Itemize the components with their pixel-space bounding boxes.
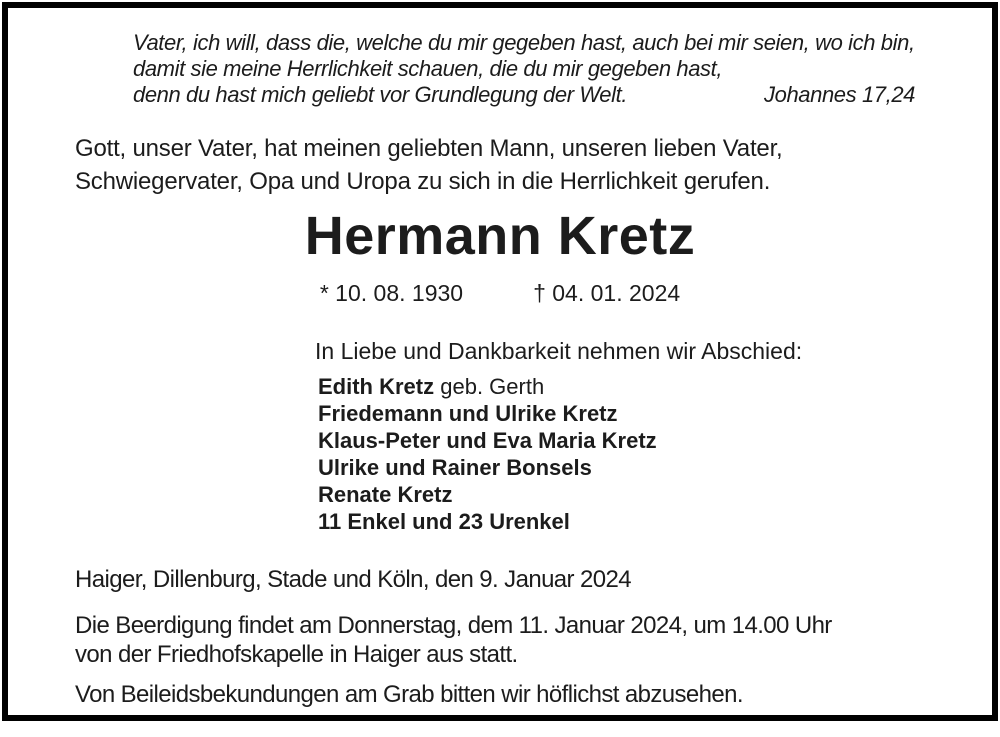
mourner-row	[318, 508, 992, 535]
scripture-quote-line2: damit sie meine Herrlichkeit schauen, die du mir gegeben hast,	[133, 56, 723, 81]
mourner-name: Edith Kretz	[318, 374, 435, 399]
funeral-info-line2: von der Friedhofskapelle in Haiger aus statt.	[75, 641, 518, 668]
mourners-list	[318, 373, 992, 535]
scripture-quote-line3-row	[133, 82, 915, 108]
scripture-quote-line1: Vater, ich will, dass die, welche du mir gegeben hast, auch bei mir seien, wo ich bin,	[133, 30, 915, 55]
mourner-name: Renate Kretz	[318, 482, 453, 507]
place-and-date-line: Haiger, Dillenburg, Stade und Köln, den 9. Januar 2024	[75, 566, 632, 593]
birth-date: * 10. 08. 1930	[319, 280, 464, 306]
funeral-information	[75, 611, 992, 669]
mourner-row	[318, 454, 992, 481]
notice-border-frame	[2, 2, 998, 721]
farewell-intro: In Liebe und Dankbarkeit nehmen wir Abschied:	[315, 338, 803, 364]
mourner-name: 11 Enkel und 23 Urenkel	[318, 509, 570, 534]
notice-content	[8, 30, 992, 737]
condolence-note: Von Beileidsbekundungen am Grab bitten wir höflichst abzusehen.	[75, 681, 743, 708]
mourner-row	[318, 373, 992, 400]
death-announcement-text: Gott, unser Vater, hat meinen geliebten Mann, unseren lieben Vater, Schwiegervater, Opa und Uropa zu sich in die Herrlichkeit gerufen.	[75, 135, 783, 195]
funeral-info-line1: Die Beerdigung findet am Donnerstag, dem 11. Januar 2024, um 14.00 Uhr	[75, 612, 832, 639]
deceased-name: Hermann Kretz	[304, 206, 696, 266]
mourner-name: Ulrike und Rainer Bonsels	[318, 455, 592, 480]
scripture-reference: Johannes 17,24	[764, 82, 915, 107]
scripture-quote-line3: denn du hast mich geliebt vor Grundlegung der Welt.	[133, 82, 628, 107]
mourner-row	[318, 481, 992, 508]
death-date: † 04. 01. 2024	[533, 280, 681, 306]
mourner-name: Klaus-Peter und Eva Maria Kretz	[318, 428, 657, 453]
mourner-name: Friedemann und Ulrike Kretz	[318, 401, 618, 426]
scripture-quote	[133, 30, 915, 108]
mourner-row	[318, 427, 992, 454]
life-dates	[8, 280, 992, 306]
mourner-row	[318, 400, 992, 427]
mourner-name-suffix: geb. Gerth	[434, 374, 545, 399]
